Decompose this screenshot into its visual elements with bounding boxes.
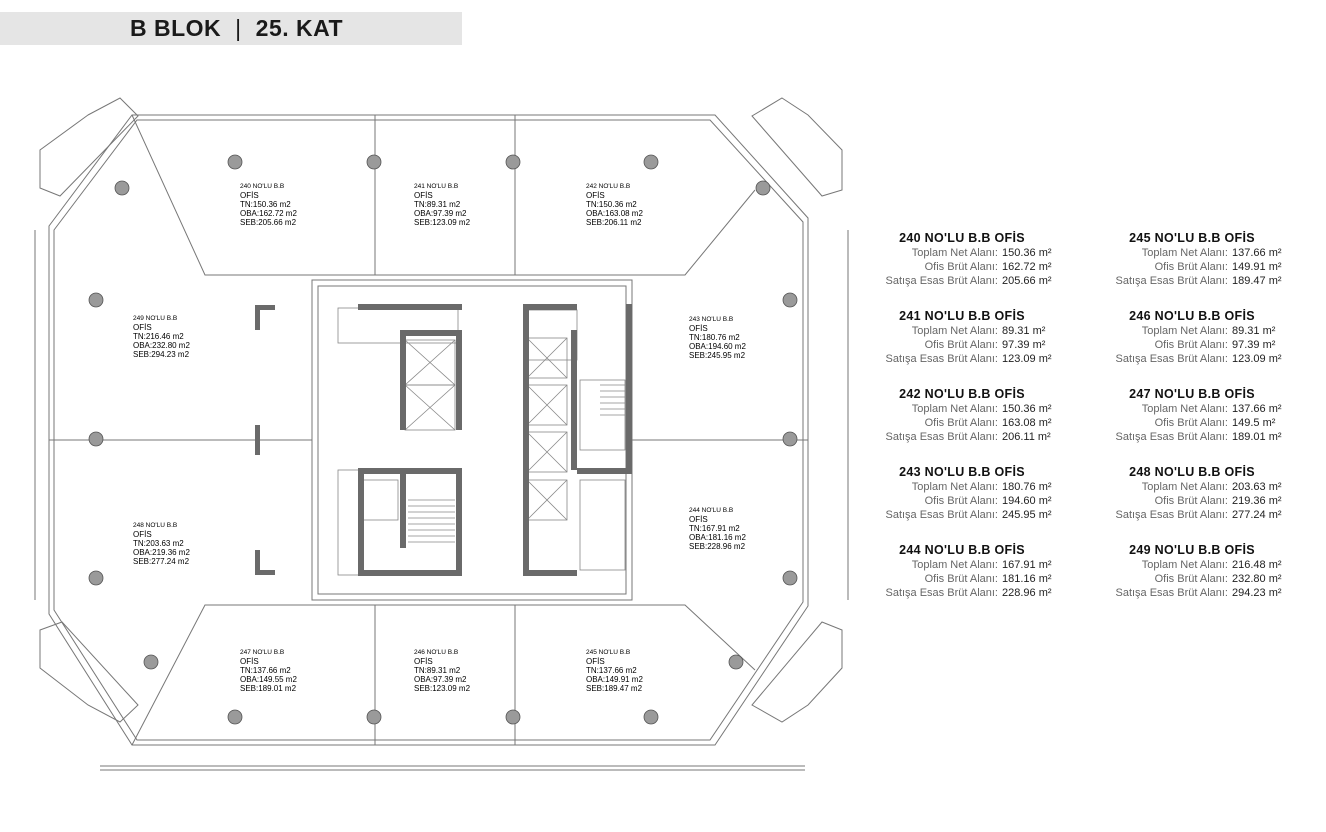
room-code: 248 NO'LU B.B xyxy=(133,522,178,529)
net-area-value: 167.91 m² xyxy=(1002,559,1052,571)
sales-area-label: Satışa Esas Brüt Alanı: xyxy=(885,431,998,443)
room-tn: TN:137.66 m2 xyxy=(586,666,637,675)
net-area-value: 137.66 m² xyxy=(1232,247,1282,259)
gross-area-value: 232.80 m² xyxy=(1232,573,1282,585)
room-code: 244 NO'LU B.B xyxy=(689,507,734,514)
net-area-value: 89.31 m² xyxy=(1002,325,1046,337)
room-tn: TN:167.91 m2 xyxy=(689,524,740,533)
summary-241 xyxy=(862,308,1062,366)
gross-area-value: 97.39 m² xyxy=(1002,339,1046,351)
net-area-value: 150.36 m² xyxy=(1002,247,1052,259)
net-area-label: Toplam Net Alanı: xyxy=(911,559,998,571)
room-seb: SEB:123.09 m2 xyxy=(414,218,471,227)
sales-area-label: Satışa Esas Brüt Alanı: xyxy=(1115,587,1228,599)
gross-area-label: Ofis Brüt Alanı: xyxy=(1154,495,1228,507)
net-area-label: Toplam Net Alanı: xyxy=(911,481,998,493)
room-seb: SEB:206.11 m2 xyxy=(586,218,642,227)
room-seb: SEB:189.47 m2 xyxy=(586,684,643,693)
net-area-value: 180.76 m² xyxy=(1002,481,1052,493)
summary-title: 247 NO'LU B.B OFİS xyxy=(1129,387,1255,401)
room-type: OFİS xyxy=(133,530,152,539)
room-oba: OBA:181.16 m2 xyxy=(689,533,746,542)
floor-name: 25. KAT xyxy=(255,15,344,41)
sales-area-label: Satışa Esas Brüt Alanı: xyxy=(885,275,998,287)
sales-area-label: Satışa Esas Brüt Alanı: xyxy=(1115,353,1228,365)
room-code: 241 NO'LU B.B xyxy=(414,183,459,190)
summary-title: 240 NO'LU B.B OFİS xyxy=(899,231,1025,245)
gross-area-label: Ofis Brüt Alanı: xyxy=(1154,573,1228,585)
summary-245 xyxy=(1092,230,1292,288)
summary-title: 245 NO'LU B.B OFİS xyxy=(1129,231,1255,245)
room-seb: SEB:245.95 m2 xyxy=(689,351,746,360)
sales-area-value: 189.01 m² xyxy=(1232,431,1282,443)
net-area-label: Toplam Net Alanı: xyxy=(1141,403,1228,415)
summary-240 xyxy=(862,230,1062,288)
gross-area-label: Ofis Brüt Alanı: xyxy=(924,339,998,351)
gross-area-label: Ofis Brüt Alanı: xyxy=(924,495,998,507)
building-name: B BLOK xyxy=(130,15,222,41)
room-type: OFİS xyxy=(586,657,605,666)
room-oba: OBA:163.08 m2 xyxy=(586,209,643,218)
room-type: OFİS xyxy=(240,191,259,200)
gross-area-label: Ofis Brüt Alanı: xyxy=(924,573,998,585)
sales-area-label: Satışa Esas Brüt Alanı: xyxy=(1115,275,1228,287)
room-type: OFİS xyxy=(689,324,708,333)
room-type: OFİS xyxy=(414,191,433,200)
sales-area-value: 294.23 m² xyxy=(1232,587,1282,599)
room-code: 243 NO'LU B.B xyxy=(689,316,734,323)
summary-title: 242 NO'LU B.B OFİS xyxy=(899,387,1025,401)
room-tn: TN:89.31 m2 xyxy=(414,666,461,675)
gross-area-value: 149.5 m² xyxy=(1232,417,1276,429)
room-label-247 xyxy=(240,648,297,693)
gross-area-value: 149.91 m² xyxy=(1232,261,1282,273)
room-oba: OBA:97.39 m2 xyxy=(414,675,467,684)
room-code: 246 NO'LU B.B xyxy=(414,649,459,656)
room-label-248 xyxy=(133,521,190,566)
gross-area-value: 181.16 m² xyxy=(1002,573,1052,585)
summary-title: 243 NO'LU B.B OFİS xyxy=(899,465,1025,479)
sales-area-value: 206.11 m² xyxy=(1002,431,1051,443)
summary-242 xyxy=(862,386,1062,444)
summary-247 xyxy=(1092,386,1292,444)
sales-area-value: 189.47 m² xyxy=(1232,275,1282,287)
gross-area-value: 163.08 m² xyxy=(1002,417,1052,429)
room-oba: OBA:162.72 m2 xyxy=(240,209,297,218)
room-tn: TN:137.66 m2 xyxy=(240,666,291,675)
summary-title: 241 NO'LU B.B OFİS xyxy=(899,309,1025,323)
room-tn: TN:150.36 m2 xyxy=(586,200,637,209)
room-seb: SEB:277.24 m2 xyxy=(133,557,190,566)
room-type: OFİS xyxy=(586,191,605,200)
net-area-label: Toplam Net Alanı: xyxy=(1141,559,1228,571)
net-area-label: Toplam Net Alanı: xyxy=(911,403,998,415)
net-area-label: Toplam Net Alanı: xyxy=(911,325,998,337)
room-label-244 xyxy=(689,506,746,551)
sales-area-value: 205.66 m² xyxy=(1002,275,1052,287)
summary-title: 246 NO'LU B.B OFİS xyxy=(1129,309,1255,323)
sales-area-label: Satışa Esas Brüt Alanı: xyxy=(1115,431,1228,443)
room-oba: OBA:149.55 m2 xyxy=(240,675,297,684)
net-area-value: 137.66 m² xyxy=(1232,403,1282,415)
room-seb: SEB:228.96 m2 xyxy=(689,542,746,551)
room-code: 242 NO'LU B.B xyxy=(586,183,631,190)
net-area-value: 216.48 m² xyxy=(1232,559,1282,571)
room-type: OFİS xyxy=(689,515,708,524)
room-label-243 xyxy=(689,315,746,360)
net-area-value: 89.31 m² xyxy=(1232,325,1276,337)
net-area-label: Toplam Net Alanı: xyxy=(1141,481,1228,493)
sales-area-value: 123.09 m² xyxy=(1232,353,1282,365)
gross-area-label: Ofis Brüt Alanı: xyxy=(924,261,998,273)
summary-243 xyxy=(862,464,1062,522)
gross-area-value: 194.60 m² xyxy=(1002,495,1052,507)
room-seb: SEB:205.66 m2 xyxy=(240,218,297,227)
room-code: 249 NO'LU B.B xyxy=(133,315,178,322)
room-tn: TN:180.76 m2 xyxy=(689,333,740,342)
sales-area-label: Satışa Esas Brüt Alanı: xyxy=(1115,509,1228,521)
summary-249 xyxy=(1092,542,1292,600)
room-tn: TN:150.36 m2 xyxy=(240,200,291,209)
room-label-245 xyxy=(586,648,643,693)
gross-area-label: Ofis Brüt Alanı: xyxy=(1154,339,1228,351)
summary-title: 249 NO'LU B.B OFİS xyxy=(1129,543,1255,557)
room-label-240 xyxy=(240,182,297,227)
room-tn: TN:216.46 m2 xyxy=(133,332,184,341)
room-label-246 xyxy=(414,648,470,693)
room-label-241 xyxy=(414,182,470,227)
net-area-label: Toplam Net Alanı: xyxy=(1141,325,1228,337)
room-oba: OBA:194.60 m2 xyxy=(689,342,746,351)
room-oba: OBA:97.39 m2 xyxy=(414,209,467,218)
room-seb: SEB:123.09 m2 xyxy=(414,684,471,693)
room-type: OFİS xyxy=(240,657,259,666)
summary-244 xyxy=(862,542,1062,600)
net-area-value: 203.63 m² xyxy=(1232,481,1282,493)
room-oba: OBA:149.91 m2 xyxy=(586,675,643,684)
gross-area-label: Ofis Brüt Alanı: xyxy=(1154,261,1228,273)
gross-area-value: 219.36 m² xyxy=(1232,495,1282,507)
sales-area-value: 245.95 m² xyxy=(1002,509,1052,521)
gross-area-value: 97.39 m² xyxy=(1232,339,1276,351)
room-type: OFİS xyxy=(414,657,433,666)
room-code: 247 NO'LU B.B xyxy=(240,649,285,656)
sales-area-value: 123.09 m² xyxy=(1002,353,1052,365)
summary-title: 248 NO'LU B.B OFİS xyxy=(1129,465,1255,479)
net-area-value: 150.36 m² xyxy=(1002,403,1052,415)
room-code: 245 NO'LU B.B xyxy=(586,649,631,656)
summary-248 xyxy=(1092,464,1292,522)
gross-area-label: Ofis Brüt Alanı: xyxy=(924,417,998,429)
room-seb: SEB:294.23 m2 xyxy=(133,350,190,359)
core-details xyxy=(338,308,625,575)
sales-area-value: 277.24 m² xyxy=(1232,509,1282,521)
sales-area-label: Satışa Esas Brüt Alanı: xyxy=(885,509,998,521)
room-tn: TN:203.63 m2 xyxy=(133,539,184,548)
sales-area-label: Satışa Esas Brüt Alanı: xyxy=(885,587,998,599)
sales-area-value: 228.96 m² xyxy=(1002,587,1052,599)
room-type: OFİS xyxy=(133,323,152,332)
room-code: 240 NO'LU B.B xyxy=(240,183,285,190)
room-seb: SEB:189.01 m2 xyxy=(240,684,297,693)
gross-area-label: Ofis Brüt Alanı: xyxy=(1154,417,1228,429)
room-oba: OBA:232.80 m2 xyxy=(133,341,190,350)
room-label-249 xyxy=(133,314,190,359)
room-tn: TN:89.31 m2 xyxy=(414,200,461,209)
room-oba: OBA:219.36 m2 xyxy=(133,548,190,557)
sales-area-label: Satışa Esas Brüt Alanı: xyxy=(885,353,998,365)
title-separator: | xyxy=(235,15,242,41)
net-area-label: Toplam Net Alanı: xyxy=(1141,247,1228,259)
gross-area-value: 162.72 m² xyxy=(1002,261,1052,273)
net-area-label: Toplam Net Alanı: xyxy=(911,247,998,259)
summary-246 xyxy=(1092,308,1292,366)
room-label-242 xyxy=(586,182,643,227)
summary-title: 244 NO'LU B.B OFİS xyxy=(899,543,1025,557)
